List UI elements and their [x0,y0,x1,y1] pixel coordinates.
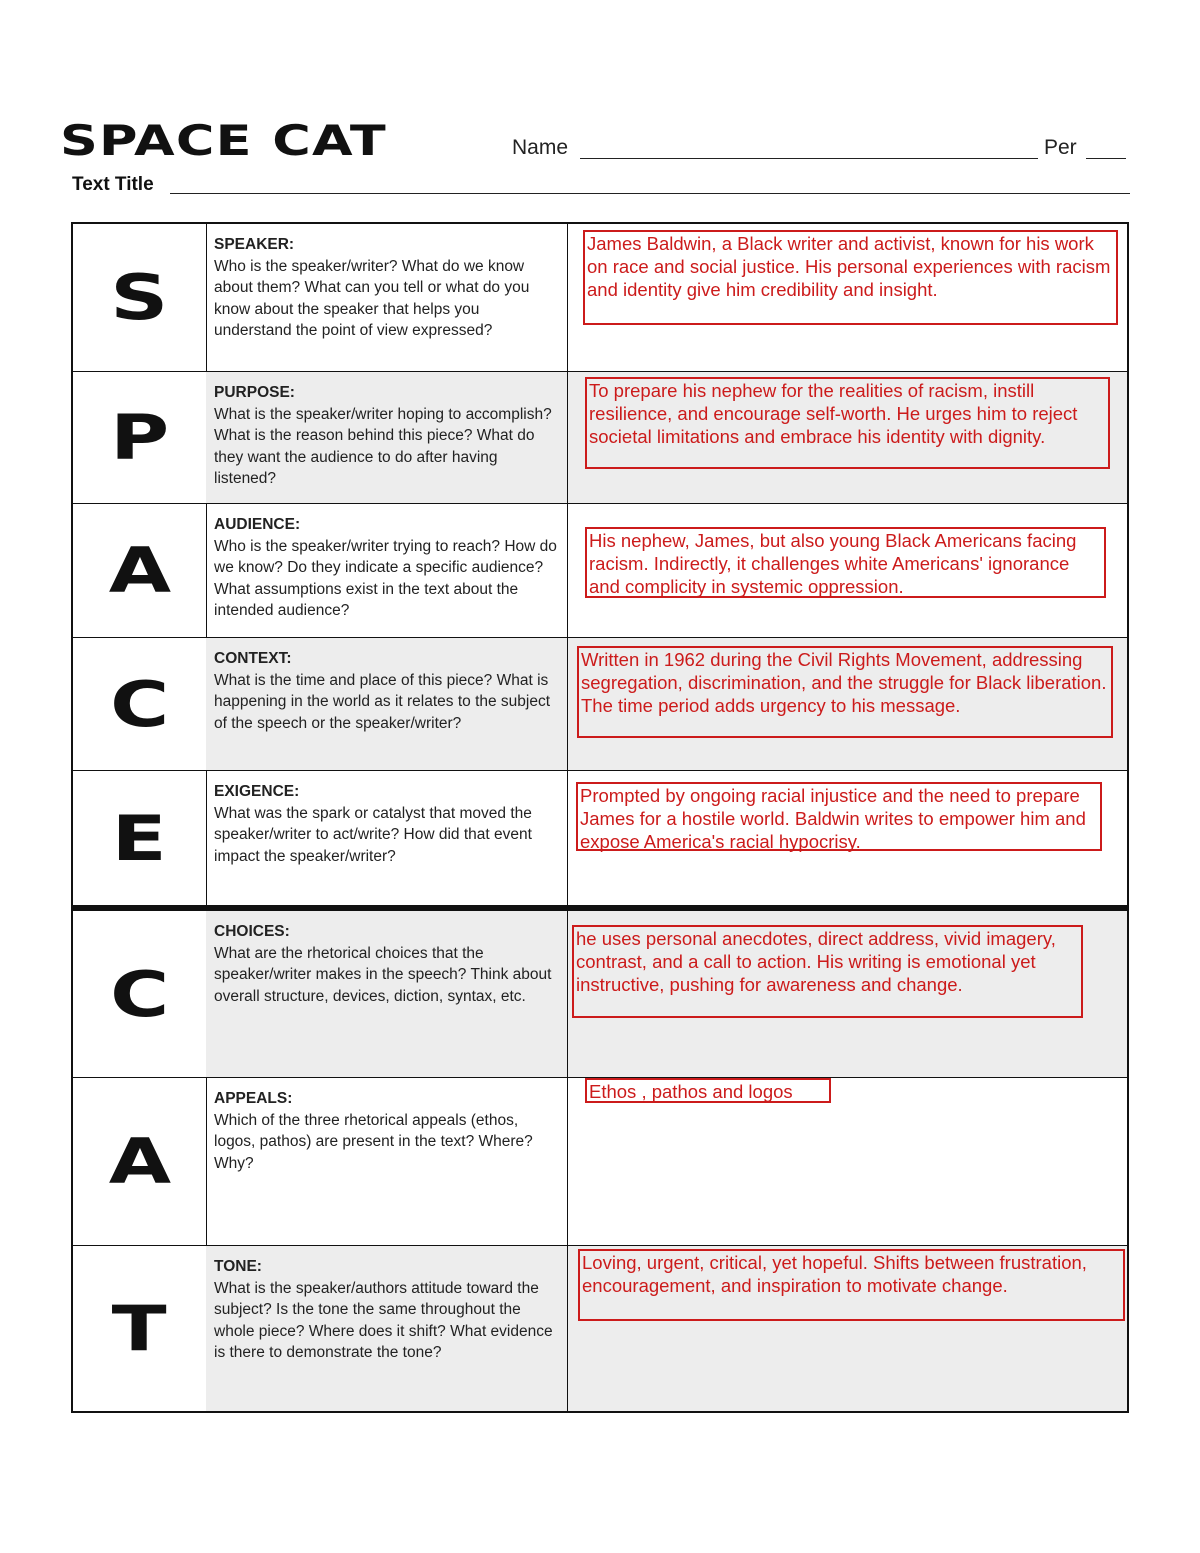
letter-cell [73,911,207,1077]
answer-cell [568,771,1127,905]
period-field-line[interactable] [1086,158,1126,159]
answer-box[interactable]: His nephew, James, but also young Black Americans facing racism. Indirectly, it challenges white Americans' ignorance and complicity in systemic oppression. [585,527,1106,598]
answer-box[interactable]: he uses personal anecdotes, direct address, vivid imagery, contrast, and a call to action. His writing is emotional yet instructive, pushing for awareness and change. [572,925,1083,1018]
question-cell [206,504,568,637]
period-label: Per [1044,136,1077,159]
letter-cell [73,224,207,371]
letter: C [109,957,170,1031]
letter: E [111,801,168,875]
question-cell [206,911,568,1077]
letter: T [111,1292,167,1365]
row-question: What is the speaker/writer hoping to accomplish? What is the reason behind this piece? What do they want the audience to do after having listened? [214,405,552,487]
letter: P [109,401,170,474]
letter-cell [73,771,207,905]
answer-cell [568,911,1127,1077]
row-question: What is the time and place of this piece? What is happening in the world as it relates to the subject of the speech or the speaker/writer? [214,671,551,732]
row-appeals [73,1078,1127,1246]
answer-box[interactable]: Prompted by ongoing racial injustice and the need to prepare James for a hostile world. Baldwin writes to empower him and expose America's racial hypocrisy. [576,782,1102,851]
question-cell [206,771,568,905]
question-cell [206,224,568,371]
worksheet-title: SPACE CAT [60,116,387,165]
letter-cell [73,638,207,770]
row-exigence [73,771,1127,911]
answer-box[interactable]: Written in 1962 during the Civil Rights Movement, addressing segregation, discrimination, and the struggle for Black liberation. The time period adds urgency to his message. [577,646,1113,738]
row-choices [73,911,1127,1078]
text-title-label: Text Title [72,174,154,195]
letter: C [109,667,170,741]
row-tone [73,1246,1127,1411]
letter-cell [73,1246,207,1411]
question-cell [206,372,568,503]
row-label: TONE: [214,1258,262,1275]
answer-cell [568,638,1127,770]
row-context [73,638,1127,771]
row-question: Who is the speaker/writer? What do we know about them? What can you tell or what do you know about the speaker that helps you understand the point of view expressed? [214,257,530,339]
row-label: APPEALS: [214,1090,293,1107]
row-question: What is the speaker/authors attitude toward the subject? Is the tone the same throughout the whole piece? Where does it shift? What evidence is there to demonstrate the tone? [214,1279,553,1361]
answer-box[interactable]: Ethos , pathos and logos [585,1078,831,1103]
question-cell [206,638,568,770]
name-field-line[interactable] [580,158,1038,159]
letter: A [108,1125,171,1198]
row-speaker [73,224,1127,372]
row-question: Which of the three rhetorical appeals (ethos, logos, pathos) are present in the text? Where? Why? [214,1111,533,1172]
name-label: Name [512,136,569,159]
row-label: CHOICES: [214,923,290,940]
row-label: AUDIENCE: [214,516,301,533]
row-audience [73,504,1127,638]
letter-cell [73,1078,207,1245]
row-label: CONTEXT: [214,650,292,667]
answer-cell [568,224,1127,371]
letter: S [110,261,169,334]
answer-cell [568,504,1127,637]
row-question: Who is the speaker/writer trying to reach? How do we know? Do they indicate a specific audience? What assumptions exist in the text about the intended audience? [214,537,557,619]
letter-cell [73,504,207,637]
answer-box[interactable]: Loving, urgent, critical, yet hopeful. Shifts between frustration, encouragement, and inspiration to motivate change. [578,1249,1125,1321]
answer-cell [568,1246,1127,1411]
row-question: What was the spark or catalyst that moved the speaker/writer to act/write? How did that event impact the speaker/writer? [214,804,532,865]
row-label: EXIGENCE: [214,783,300,800]
answer-cell [568,1078,1127,1245]
letter-cell [73,372,207,503]
text-title-field-line[interactable] [170,193,1130,194]
question-cell [206,1078,568,1245]
row-label: SPEAKER: [214,236,295,253]
answer-box[interactable]: James Baldwin, a Black writer and activist, known for his work on race and social justice. His personal experiences with racism and identity give him credibility and insight. [583,230,1118,325]
question-cell [206,1246,568,1411]
answer-box[interactable]: To prepare his nephew for the realities of racism, instill resilience, and encourage self-worth. He urges him to reject societal limitations and embrace his identity with dignity. [585,377,1110,469]
row-purpose [73,372,1127,504]
row-question: What are the rhetorical choices that the speaker/writer makes in the speech? Think about overall structure, devices, diction, syntax, etc. [214,944,552,1005]
letter: A [108,534,171,607]
row-label: PURPOSE: [214,384,295,401]
spacecat-table [71,222,1129,1413]
answer-cell [568,372,1127,503]
